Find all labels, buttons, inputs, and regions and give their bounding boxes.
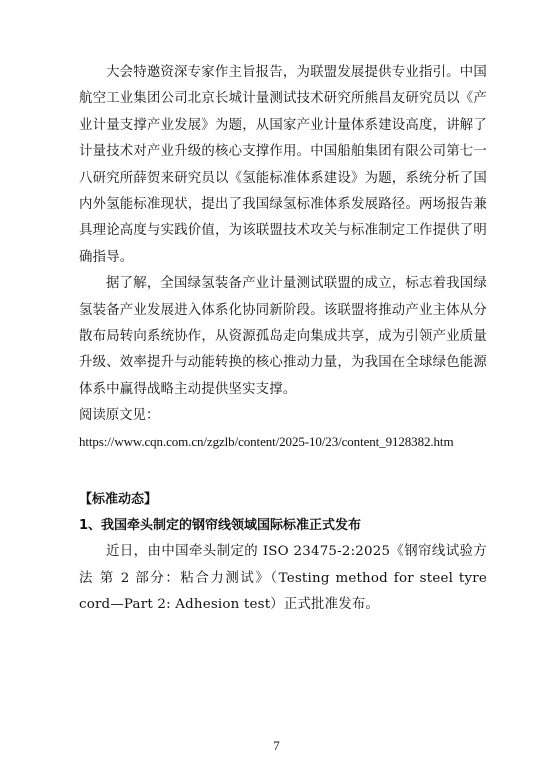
paragraph-keynote-reports: 大会特邀资深专家作主旨报告，为联盟发展提供专业指引。中国航空工业集团公司北京长城计量测试技术研究所熊昌友研究员以《产业计量支撑产业发展》为题，从国家产业计量体系建设高度，讲解了计量技术对产业升级的核心支撑作用。中国船舶集团有限公司第七一八研究所薛贺来研究员以《氢能标准体系建设》为题，系统分析了国内外氢能标准现状，提出了我国绿氢标准体系发展路径。两场报告兼具理论高度与实践价值，为该联盟技术攻关与标准制定工作提供了明确指导。 — [79, 65, 487, 265]
article-title: 1、我国牵头制定的钢帘线领域国际标准正式发布 — [79, 518, 362, 534]
paragraph-alliance-significance: 据了解，全国绿氢装备产业计量测试联盟的成立，标志着我国绿氢装备产业发展进入体系化协同新阶段。该联盟将推动产业主体从分散布局转向系统协作，从资源孤岛走向集成共享，成为引领产业质量升级、效率提升与动能转换的核心推动力量，为我国在全球绿色能源体系中赢得战略主动提供坚实支撑。 — [79, 276, 487, 397]
page-number: 7 — [273, 738, 280, 753]
section-spacer — [79, 455, 487, 487]
page-content — [79, 60, 487, 619]
read-original-label: 阅读原文见： — [79, 408, 160, 424]
article-body: 近日，由中国牵头制定的 ISO 23475-2:2025《钢帘线试验方法 第 2 部分：粘合力测试》（Testing method for steel tyre cord—Part 2: Adhesion test）正式批准发布。 — [79, 544, 487, 613]
section-heading: 【标准动态】 — [79, 492, 158, 508]
read-original-link[interactable]: https://www.cqn.com.cn/zgzlb/content/2025-10/23/content_9128382.htm — [79, 434, 454, 450]
